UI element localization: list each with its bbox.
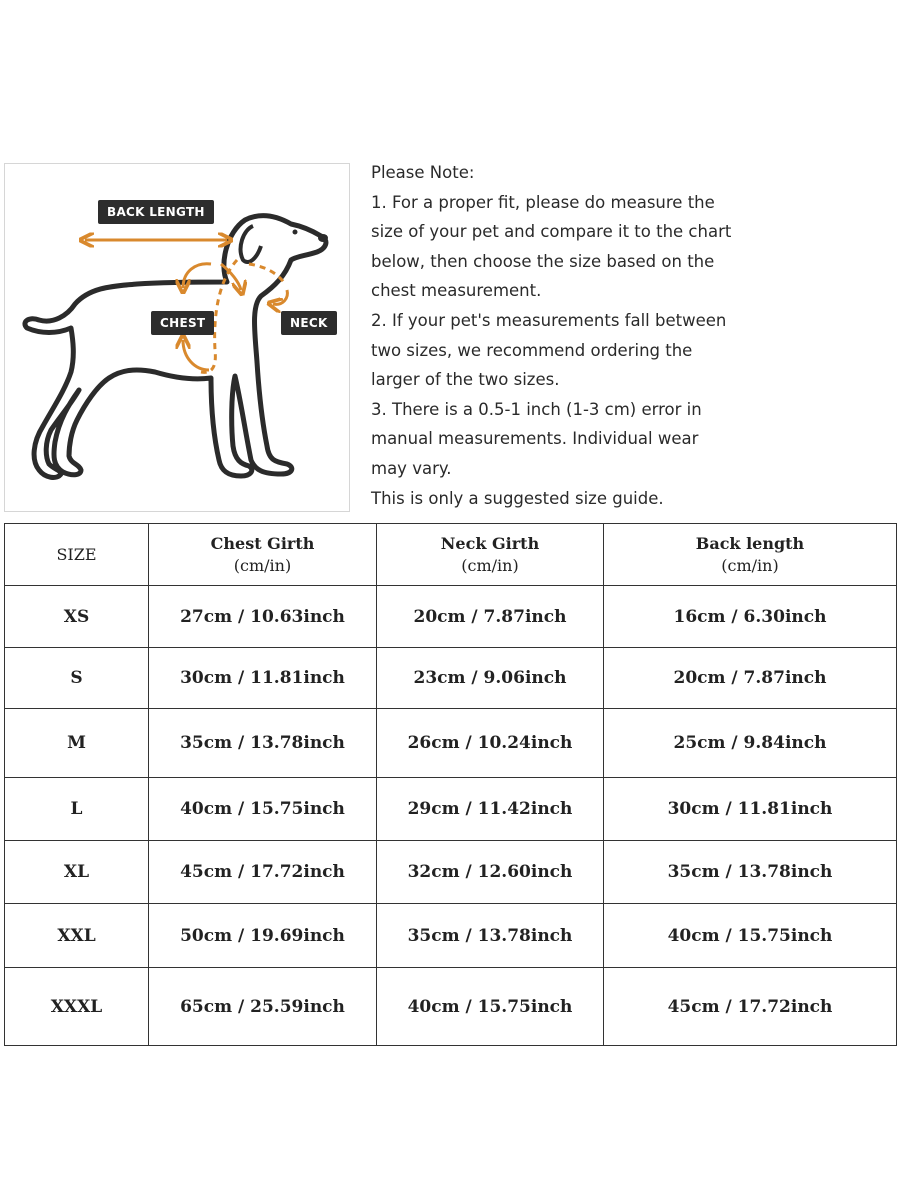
cell-back: 30cm / 11.81inch bbox=[604, 778, 897, 841]
chest-label: CHEST bbox=[151, 311, 214, 335]
cell-neck: 26cm / 10.24inch bbox=[377, 709, 604, 778]
cell-back: 25cm / 9.84inch bbox=[604, 709, 897, 778]
cell-size: XS bbox=[5, 586, 149, 648]
note-line: larger of the two sizes. bbox=[371, 370, 560, 390]
header-back-title: Back length bbox=[695, 533, 805, 553]
cell-neck: 35cm / 13.78inch bbox=[377, 904, 604, 968]
table-row bbox=[5, 709, 897, 778]
note-line: manual measurements. Individual wear bbox=[371, 429, 699, 449]
dog-ear bbox=[241, 226, 261, 262]
dog-eye bbox=[293, 230, 298, 235]
cell-chest: 27cm / 10.63inch bbox=[149, 586, 377, 648]
note-line: may vary. bbox=[371, 458, 452, 478]
cell-neck: 40cm / 15.75inch bbox=[377, 968, 604, 1046]
cell-neck: 20cm / 7.87inch bbox=[377, 586, 604, 648]
table-row bbox=[5, 648, 897, 709]
header-neck-unit: (cm/in) bbox=[461, 555, 519, 575]
back-length-label: BACK LENGTH bbox=[98, 200, 214, 224]
note-line: two sizes, we recommend ordering the bbox=[371, 340, 693, 360]
cell-size: XXL bbox=[5, 904, 149, 968]
note-line: below, then choose the size based on the bbox=[371, 251, 715, 271]
cell-neck: 32cm / 12.60inch bbox=[377, 841, 604, 904]
cell-chest: 45cm / 17.72inch bbox=[149, 841, 377, 904]
dog-nose bbox=[318, 234, 328, 242]
notes-heading: Please Note: bbox=[371, 163, 475, 182]
dog-measurement-diagram bbox=[4, 163, 350, 512]
header-chest-girth bbox=[149, 524, 377, 586]
table-row bbox=[5, 841, 897, 904]
note-line: 2. If your pet's measurements fall between bbox=[371, 310, 727, 330]
note-line: size of your pet and compare it to the chart bbox=[371, 222, 732, 242]
cell-neck: 23cm / 9.06inch bbox=[377, 648, 604, 709]
cell-size: S bbox=[5, 648, 149, 709]
cell-chest: 40cm / 15.75inch bbox=[149, 778, 377, 841]
cell-back: 40cm / 15.75inch bbox=[604, 904, 897, 968]
cell-size: L bbox=[5, 778, 149, 841]
note-line: This is only a suggested size guide. bbox=[371, 488, 664, 508]
header-back-unit: (cm/in) bbox=[721, 555, 779, 575]
cell-size: M bbox=[5, 709, 149, 778]
header-size: SIZE bbox=[5, 524, 149, 586]
cell-back: 20cm / 7.87inch bbox=[604, 648, 897, 709]
size-chart-table bbox=[4, 523, 897, 1046]
measurement-notes bbox=[371, 158, 791, 513]
header-chest-unit: (cm/in) bbox=[233, 555, 292, 575]
chest-arrow-bottom bbox=[183, 340, 209, 370]
header-chest-title: Chest Girth bbox=[210, 533, 315, 553]
table-row bbox=[5, 968, 897, 1046]
note-line: 1. For a proper fit, please do measure the bbox=[371, 192, 715, 212]
header-neck-title: Neck Girth bbox=[440, 533, 540, 553]
note-line: 3. There is a 0.5-1 inch (1-3 cm) error in bbox=[371, 399, 702, 419]
cell-back: 16cm / 6.30inch bbox=[604, 586, 897, 648]
table-row bbox=[5, 586, 897, 648]
table-row bbox=[5, 904, 897, 968]
cell-size: XXXL bbox=[5, 968, 149, 1046]
dog-silhouette bbox=[25, 216, 326, 478]
header-neck-girth bbox=[377, 524, 604, 586]
cell-back: 45cm / 17.72inch bbox=[604, 968, 897, 1046]
cell-neck: 29cm / 11.42inch bbox=[377, 778, 604, 841]
cell-chest: 30cm / 11.81inch bbox=[149, 648, 377, 709]
header-back-length bbox=[604, 524, 897, 586]
table-header-row bbox=[5, 524, 897, 586]
neck-arrow bbox=[273, 290, 287, 304]
cell-back: 35cm / 13.78inch bbox=[604, 841, 897, 904]
cell-chest: 50cm / 19.69inch bbox=[149, 904, 377, 968]
neck-label: NECK bbox=[281, 311, 337, 335]
note-line: chest measurement. bbox=[371, 281, 542, 301]
cell-chest: 35cm / 13.78inch bbox=[149, 709, 377, 778]
table-row bbox=[5, 778, 897, 841]
cell-size: XL bbox=[5, 841, 149, 904]
cell-chest: 65cm / 25.59inch bbox=[149, 968, 377, 1046]
